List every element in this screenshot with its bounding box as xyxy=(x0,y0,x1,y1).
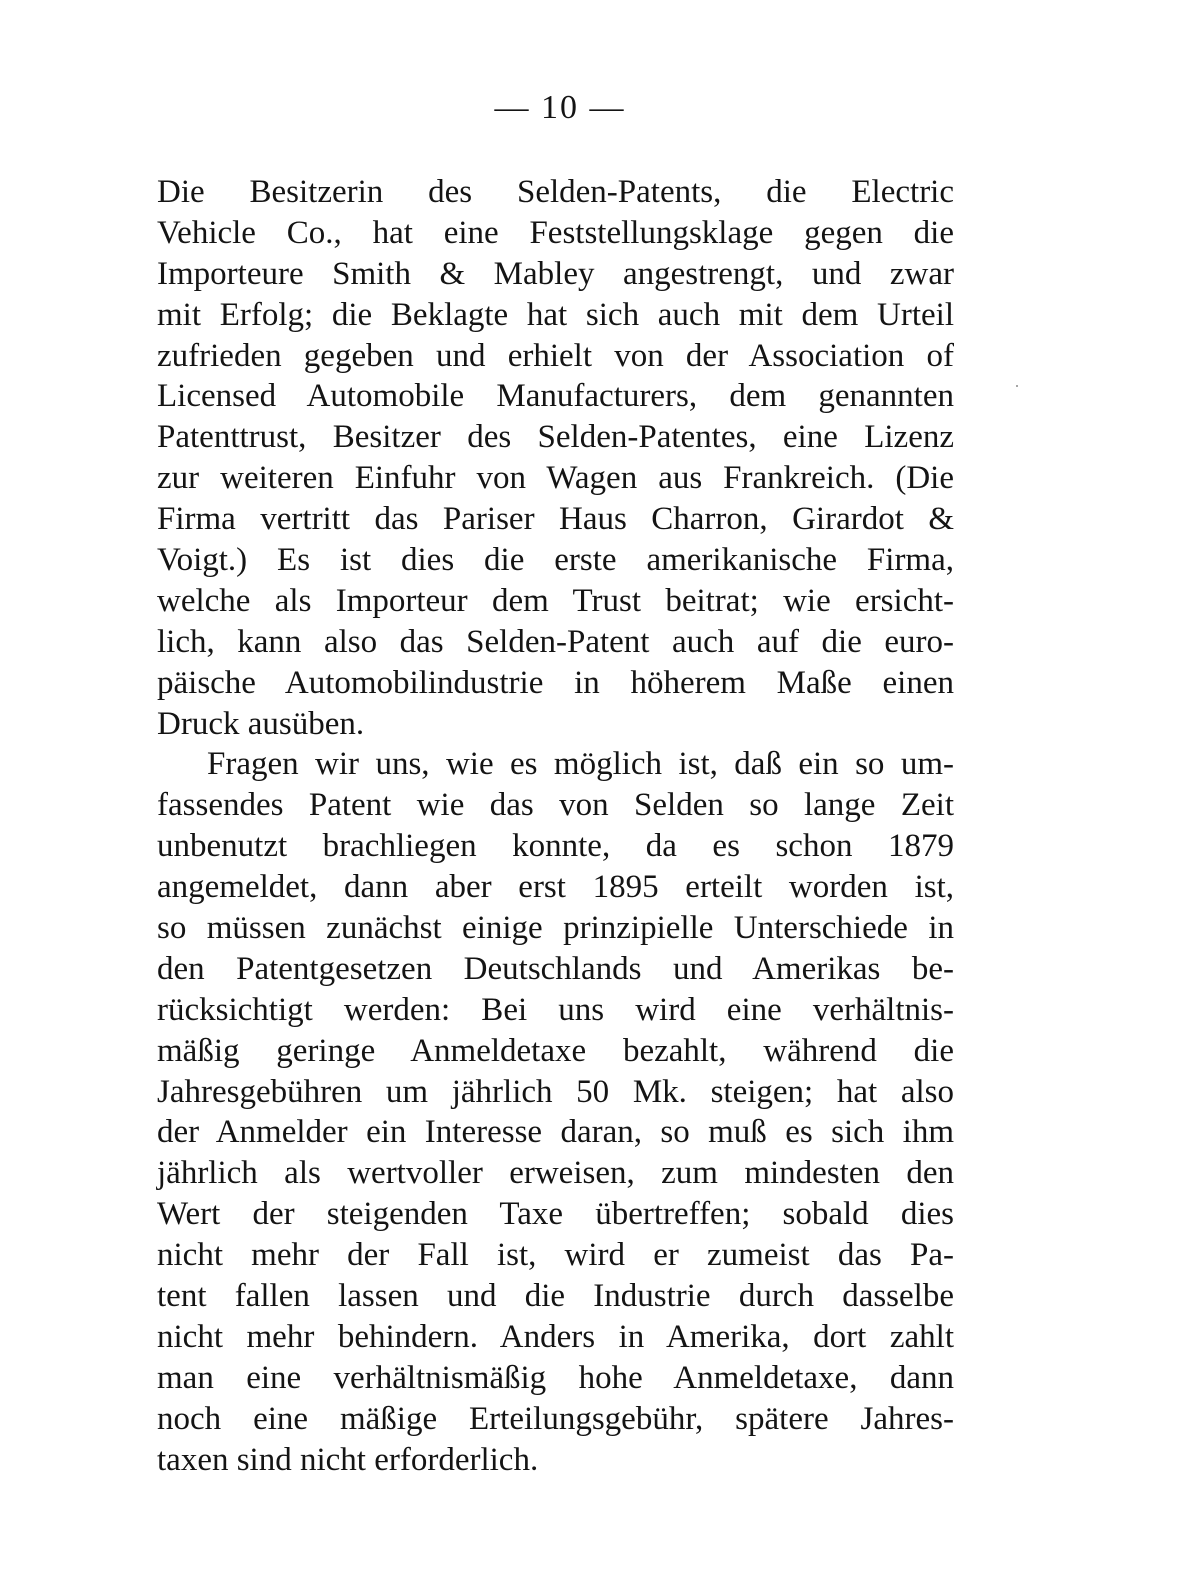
text-line: nicht mehr der Fall ist, wird er zumeist das Pa- xyxy=(157,1237,954,1274)
text-line: man eine verhältnismäßig hohe Anmeldetaxe, dann xyxy=(157,1359,954,1396)
text-line: Jahresgebühren um jährlich 50 Mk. steigen; hat also xyxy=(157,1073,954,1110)
text-line: taxen sind nicht erforderlich. xyxy=(157,1441,539,1478)
text-line: tent fallen lassen und die Industrie durch dasselbe xyxy=(157,1278,954,1315)
text-line: zufrieden gegeben und erhielt von der Association of xyxy=(157,337,954,374)
text-line: Die Besitzerin des Selden-Patents, die Electric xyxy=(157,174,954,210)
text-line: Fragen wir uns, wie es möglich ist, daß ein so um- xyxy=(207,746,954,783)
text-line: Firma vertritt das Pariser Haus Charron, Girardot & xyxy=(157,501,954,538)
text-line: so müssen zunächst einige prinzipielle Unterschiede in xyxy=(157,910,954,947)
text-line: welche als Importeur dem Trust beitrat; wie ersicht- xyxy=(157,582,954,619)
text-line: lich, kann also das Selden-Patent auch auf die euro- xyxy=(157,623,954,660)
text-line: mit Erfolg; die Beklagte hat sich auch mit dem Urteil xyxy=(157,296,954,333)
paragraph-2 xyxy=(157,744,954,1480)
body-text xyxy=(157,172,954,1481)
text-line: der Anmelder ein Interesse daran, so muß es sich ihm xyxy=(157,1114,954,1151)
text-line: Druck ausüben. xyxy=(157,705,365,742)
text-line: Wert der steigenden Taxe übertreffen; sobald dies xyxy=(157,1196,954,1233)
text-line: Importeure Smith & Mabley angestrengt, und zwar xyxy=(157,255,954,292)
text-line: unbenutzt brachliegen konnte, da es schon 1879 xyxy=(157,828,954,865)
text-line: fassendes Patent wie das von Selden so lange Zeit xyxy=(157,787,954,824)
text-line: angemeldet, dann aber erst 1895 erteilt worden ist, xyxy=(157,869,954,906)
text-line: päische Automobilindustrie in höherem Maße einen xyxy=(157,664,954,701)
text-line: Vehicle Co., hat eine Feststellungsklage gegen die xyxy=(157,214,954,251)
text-line: rücksichtigt werden: Bei uns wird eine verhältnis- xyxy=(157,991,954,1028)
text-line: zur weiteren Einfuhr von Wagen aus Frankreich. (Die xyxy=(157,460,954,497)
text-line: noch eine mäßige Erteilungsgebühr, spätere Jahres- xyxy=(157,1400,954,1437)
text-line: nicht mehr behindern. Anders in Amerika, dort zahlt xyxy=(157,1318,954,1355)
paragraph-1 xyxy=(157,172,954,744)
text-line: mäßig geringe Anmeldetaxe bezahlt, während die xyxy=(157,1032,954,1069)
text-line: Voigt.) Es ist dies die erste amerikanische Firma, xyxy=(157,542,954,579)
text-line: Patenttrust, Besitzer des Selden-Patentes, eine Lizenz xyxy=(157,419,954,456)
text-line: Licensed Automobile Manufacturers, dem genannten xyxy=(157,378,954,415)
text-line: jährlich als wertvoller erweisen, zum mindesten den xyxy=(157,1155,954,1192)
page-number: — 10 — xyxy=(494,89,626,126)
paper-speck xyxy=(1016,385,1018,387)
text-line: den Patentgesetzen Deutschlands und Amerikas be- xyxy=(157,950,954,987)
